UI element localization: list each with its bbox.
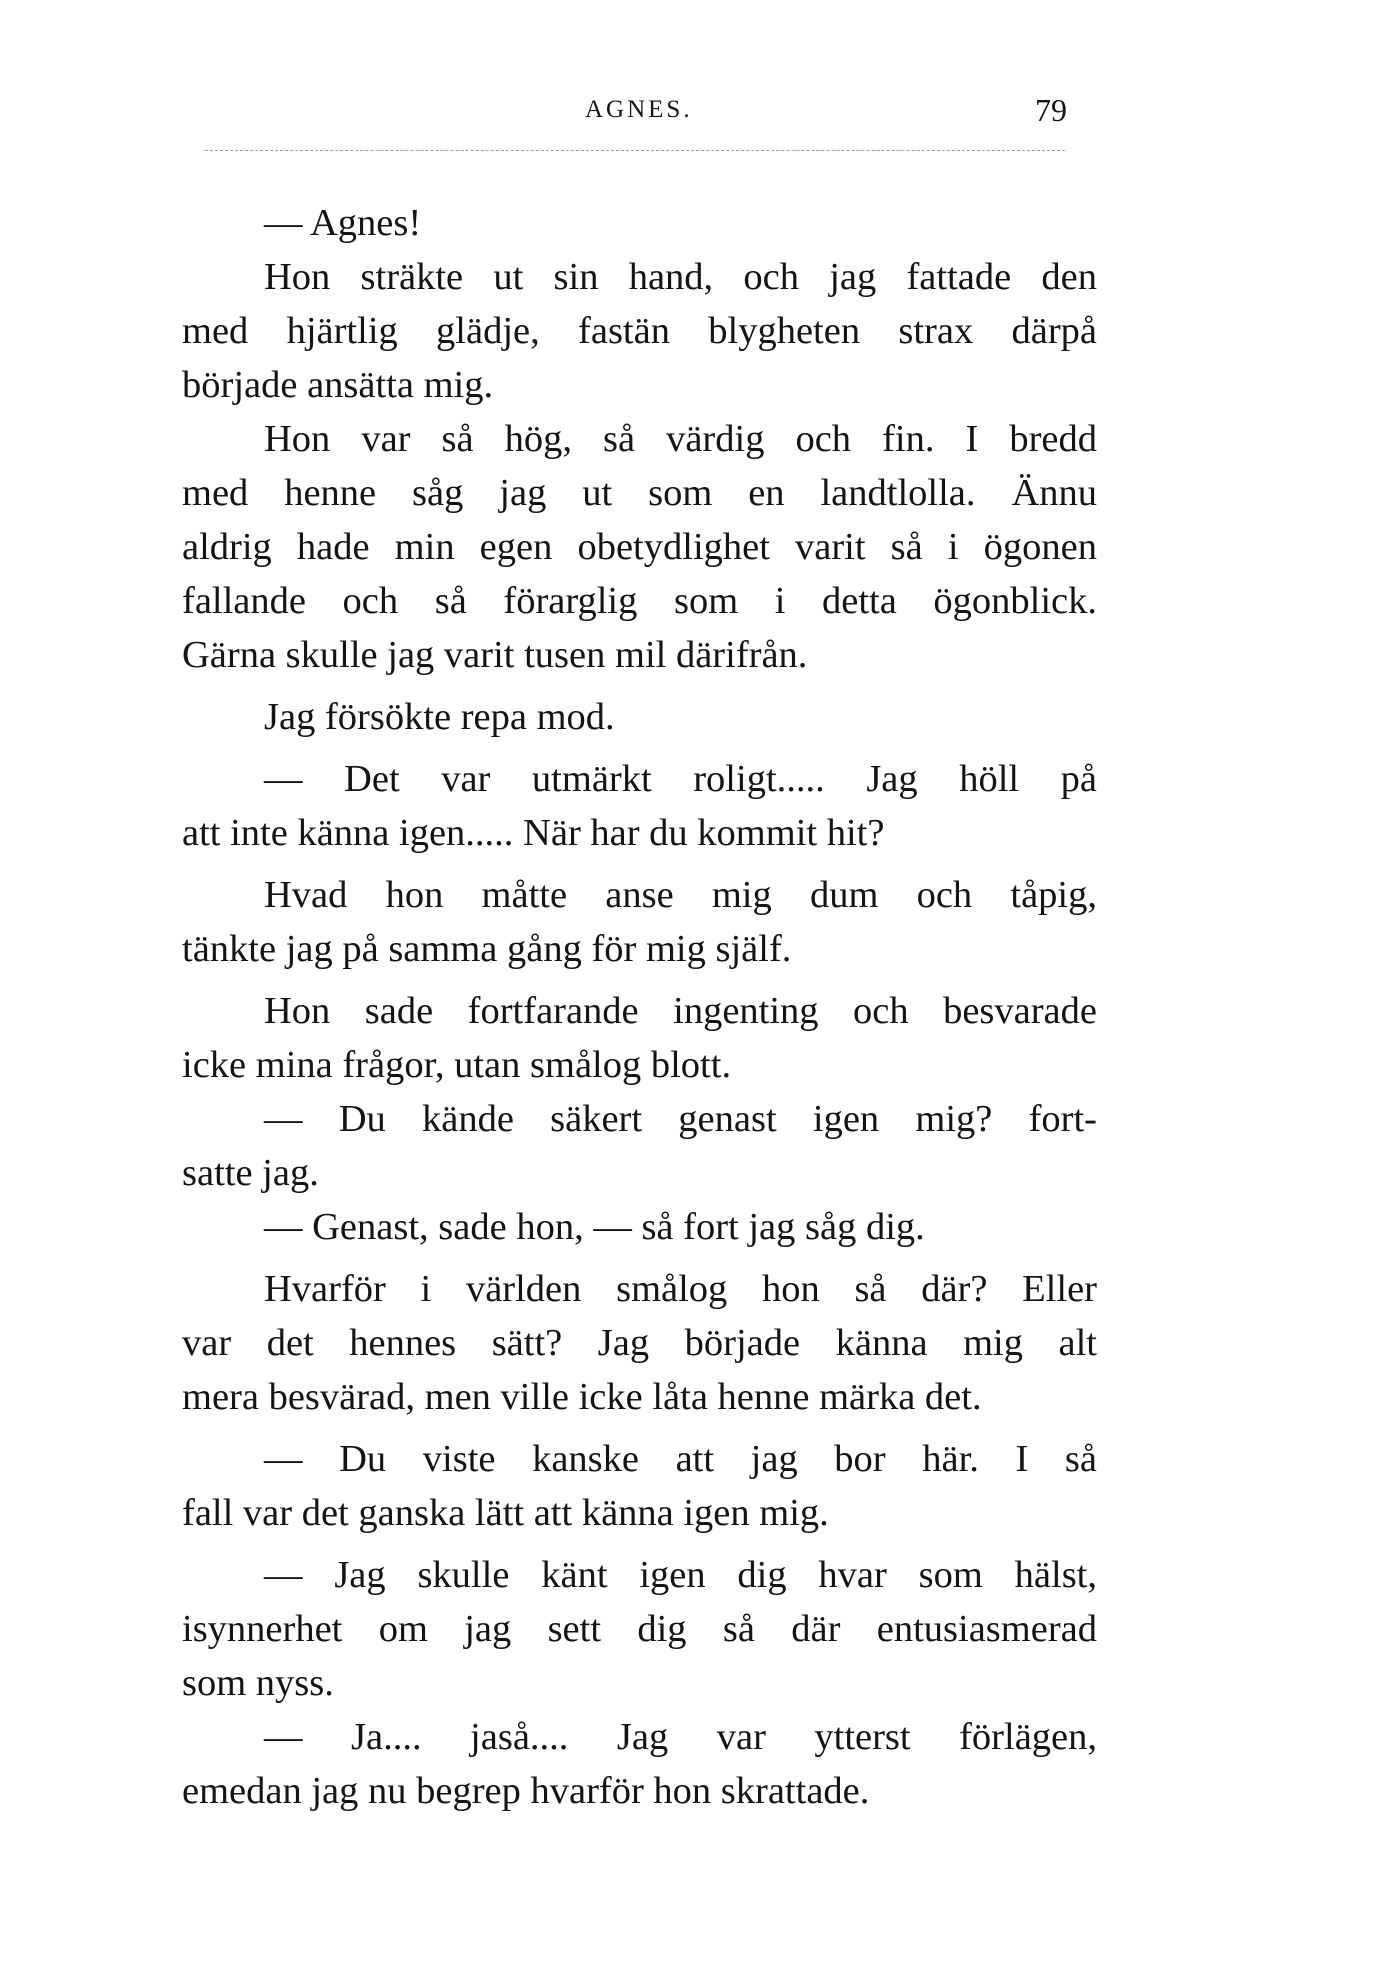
text-line: mera besvärad, men ville icke låta henne märka det. (182, 1376, 982, 1418)
text-line: — Det var utmärkt roligt..... Jag höll på (264, 758, 1097, 800)
text-line: — Genast, sade hon, — så fort jag såg dig. (264, 1206, 925, 1248)
text-line: tänkte jag på samma gång för mig själf. (182, 928, 792, 970)
text-line: — Jag skulle känt igen dig hvar som hälst, (264, 1554, 1097, 1596)
text-line: fallande och så förarglig som i detta ögonblick. (182, 580, 1097, 622)
text-line: — Ja.... jaså.... Jag var ytterst förlägen, (264, 1716, 1097, 1758)
text-line: Hvad hon måtte anse mig dum och tåpig, (264, 874, 1097, 916)
text-line: att inte känna igen..... När har du kommit hit? (182, 812, 885, 854)
body-text (182, 196, 1097, 1818)
text-line: — Du viste kanske att jag bor här. I så (264, 1438, 1097, 1480)
text-line: Hon var så hög, så värdig och fin. I bredd (264, 418, 1097, 460)
text-line: började ansätta mig. (182, 364, 494, 406)
text-line: Hon sade fortfarande ingenting och besvarade (264, 990, 1097, 1032)
text-line: Hvarför i världen smålog hon så där? Eller (264, 1268, 1097, 1310)
text-line: emedan jag nu begrep hvarför hon skrattade. (182, 1770, 870, 1812)
page-header (0, 92, 1399, 136)
text-line: satte jag. (182, 1152, 319, 1194)
header-rule (205, 150, 1065, 151)
text-line: var det hennes sätt? Jag började känna mig alt (182, 1322, 1097, 1364)
text-line: med hjärtlig glädje, fastän blygheten strax därpå (182, 310, 1097, 352)
text-line: fall var det ganska lätt att känna igen mig. (182, 1492, 829, 1534)
page-number: 79 (1035, 92, 1067, 128)
text-line: Jag försökte repa mod. (264, 696, 615, 738)
running-title: AGNES. (585, 96, 693, 123)
text-line: — Du kände säkert genast igen mig? fort- (264, 1098, 1097, 1140)
text-line: med henne såg jag ut som en landtlolla. Ännu (182, 472, 1097, 514)
text-line: Hon sträkte ut sin hand, och jag fattade den (264, 256, 1097, 298)
text-line: isynnerhet om jag sett dig så där entusiasmerad (182, 1608, 1097, 1650)
text-line: aldrig hade min egen obetydlighet varit så i ögonen (182, 526, 1097, 568)
text-line: icke mina frågor, utan smålog blott. (182, 1044, 732, 1086)
text-line: Gärna skulle jag varit tusen mil därifrån. (182, 634, 808, 676)
text-line: — Agnes! (264, 202, 422, 244)
text-line: som nyss. (182, 1662, 334, 1704)
